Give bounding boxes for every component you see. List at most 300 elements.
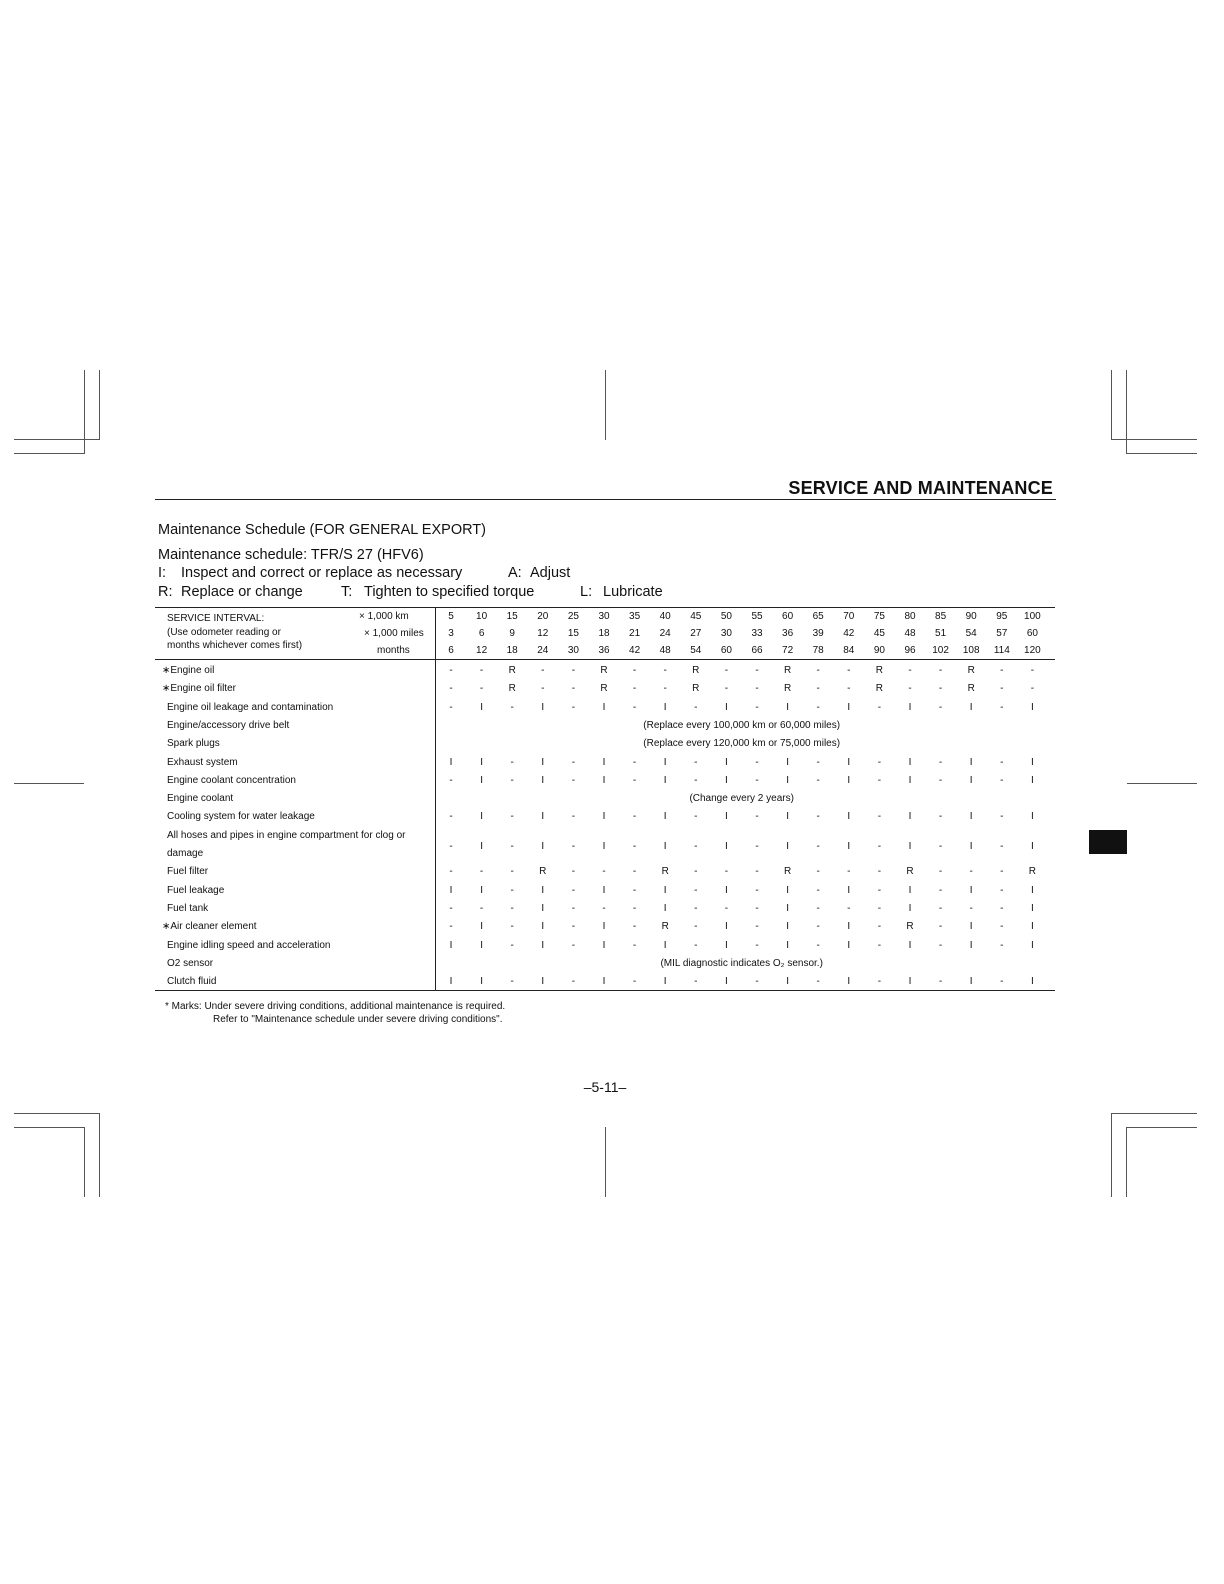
crop-mark <box>1126 1127 1197 1128</box>
interval-months-value: 30 <box>567 645 579 656</box>
schedule-cell: I <box>1031 902 1034 914</box>
schedule-cell: - <box>724 683 729 695</box>
schedule-cell: I <box>847 756 851 768</box>
interval-miles-value: 21 <box>629 628 641 639</box>
maintenance-schedule-table <box>155 607 1055 991</box>
schedule-cell: - <box>632 866 637 878</box>
interval-months-value: 66 <box>751 645 763 656</box>
schedule-cell: I <box>541 902 545 914</box>
crop-mark <box>14 439 100 440</box>
schedule-cell: I <box>969 939 973 951</box>
interval-months-value: 6 <box>448 645 454 656</box>
schedule-cell: I <box>480 811 483 823</box>
schedule-cell: I <box>908 884 912 896</box>
schedule-cell: I <box>449 976 453 988</box>
schedule-cell: - <box>816 774 820 786</box>
unit-months: months <box>377 645 410 656</box>
schedule-cell: I <box>847 774 851 786</box>
schedule-cell: I <box>725 939 728 951</box>
schedule-cell: I <box>663 774 667 786</box>
schedule-cell: R <box>661 921 669 933</box>
schedule-cell: - <box>510 811 514 823</box>
schedule-cell: - <box>510 921 514 933</box>
schedule-cell: - <box>969 866 973 878</box>
interval-miles-value: 57 <box>996 628 1008 639</box>
schedule-cell: - <box>632 884 637 896</box>
maintenance-item-label: Fuel tank <box>167 902 209 914</box>
maintenance-item-label: Engine/accessory drive belt <box>167 719 290 731</box>
crop-mark <box>84 1127 85 1197</box>
interval-months-value: 114 <box>993 645 1010 656</box>
schedule-cell: - <box>571 902 576 914</box>
schedule-cell: I <box>908 774 912 786</box>
interval-km-value: 25 <box>567 611 579 622</box>
table-bottom-rule <box>155 990 1055 991</box>
schedule-cell: I <box>786 701 789 713</box>
schedule-cell: - <box>449 902 453 914</box>
interval-km-value: 75 <box>873 611 885 622</box>
schedule-cell: R <box>906 921 914 933</box>
schedule-cell: I <box>1031 756 1034 768</box>
interval-months-value: 60 <box>720 645 732 656</box>
schedule-cell: I <box>449 756 453 768</box>
schedule-cell: - <box>571 976 576 988</box>
schedule-cell: I <box>663 902 667 914</box>
schedule-cell: - <box>632 939 637 951</box>
schedule-cell: - <box>755 976 759 988</box>
schedule-cell: - <box>632 840 637 852</box>
schedule-cell: I <box>1031 774 1034 786</box>
schedule-cell: - <box>938 976 943 988</box>
interval-miles-value: 60 <box>1026 628 1038 639</box>
interval-miles-value: 54 <box>965 628 977 639</box>
schedule-cell: - <box>816 811 820 823</box>
schedule-cell: - <box>1000 811 1004 823</box>
schedule-cell: - <box>541 683 545 695</box>
schedule-cell: I <box>969 701 973 713</box>
schedule-cell: - <box>1000 701 1004 713</box>
schedule-cell: - <box>847 665 851 676</box>
schedule-cell: - <box>755 884 759 896</box>
schedule-cell: I <box>908 811 912 823</box>
schedule-cell: - <box>571 921 576 933</box>
schedule-cell: I <box>541 921 545 933</box>
interval-months-value: 120 <box>1024 645 1041 656</box>
schedule-cell: - <box>510 976 514 988</box>
schedule-cell: R <box>906 866 914 878</box>
schedule-cell: - <box>755 683 759 695</box>
schedule-cell: R <box>875 683 883 695</box>
maintenance-item-label: ∗Air cleaner element <box>162 921 257 933</box>
interval-km-value: 60 <box>782 611 794 622</box>
legend-a-code: A: <box>508 565 522 581</box>
interval-months-value: 72 <box>782 645 794 656</box>
schedule-cell: - <box>632 921 637 933</box>
schedule-cell: R <box>783 665 792 676</box>
schedule-cell: - <box>816 976 820 988</box>
schedule-cell: I <box>908 840 912 852</box>
schedule-cell: - <box>847 866 851 878</box>
schedule-cell: - <box>571 884 576 896</box>
schedule-cell: - <box>877 756 882 768</box>
schedule-cell: I <box>969 976 973 988</box>
interval-months-value: 90 <box>873 645 885 656</box>
schedule-cell: I <box>725 774 728 786</box>
schedule-cell: R <box>692 683 700 695</box>
schedule-cell: R <box>600 665 608 676</box>
interval-note: (MIL diagnostic indicates O₂ sensor.) <box>660 957 823 969</box>
schedule-cell: I <box>847 939 851 951</box>
legend-r-text: Replace or change <box>181 584 303 600</box>
schedule-cell: I <box>969 756 973 768</box>
interval-km-value: 15 <box>506 611 518 622</box>
interval-km-value: 20 <box>537 611 549 622</box>
interval-miles-value: 39 <box>812 628 824 639</box>
schedule-cell: I <box>847 811 851 823</box>
maintenance-item-label: Engine idling speed and acceleration <box>167 939 331 951</box>
schedule-cell: - <box>632 774 637 786</box>
schedule-cell: - <box>602 866 606 878</box>
interval-months-value: 12 <box>476 645 488 656</box>
schedule-cell: I <box>786 902 789 914</box>
interval-miles-value: 45 <box>873 628 885 639</box>
crop-mark <box>14 1127 85 1128</box>
interval-km-value: 100 <box>1024 611 1041 622</box>
legend-t-code: T: <box>341 584 353 600</box>
schedule-cell: - <box>449 683 453 695</box>
schedule-cell: I <box>541 811 545 823</box>
schedule-cell: - <box>663 683 667 695</box>
schedule-cell: - <box>694 774 698 786</box>
schedule-cell: - <box>755 756 759 768</box>
schedule-cell: I <box>602 939 606 951</box>
schedule-cell: - <box>571 840 576 852</box>
interval-miles-value: 3 <box>448 628 454 639</box>
schedule-cell: I <box>602 701 606 713</box>
maintenance-item-label: Cooling system for water leakage <box>167 811 315 823</box>
footnote-line-1: * Marks: Under severe driving conditions, additional maintenance is required. <box>165 1001 506 1012</box>
schedule-cell: I <box>908 976 912 988</box>
schedule-cell: - <box>755 701 759 713</box>
schedule-cell: I <box>602 976 606 988</box>
schedule-cell: I <box>969 774 973 786</box>
maintenance-item-label-cont: damage <box>167 848 204 859</box>
schedule-cell: - <box>510 774 514 786</box>
schedule-cell: I <box>541 976 545 988</box>
schedule-cell: - <box>449 921 453 933</box>
schedule-cell: I <box>602 774 606 786</box>
schedule-cell: - <box>938 756 943 768</box>
crop-mark <box>1126 453 1197 454</box>
schedule-cell: - <box>571 701 576 713</box>
crop-mark <box>1111 370 1112 440</box>
interval-miles-value: 48 <box>904 628 916 639</box>
interval-km-value: 30 <box>598 611 610 622</box>
schedule-cell: - <box>1000 840 1004 852</box>
schedule-cell: - <box>938 939 943 951</box>
schedule-cell: - <box>938 683 943 695</box>
schedule-cell: - <box>938 811 943 823</box>
schedule-cell: - <box>938 866 943 878</box>
schedule-cell: - <box>755 921 759 933</box>
schedule-cell: R <box>539 866 547 878</box>
legend-r-code: R: <box>158 584 173 600</box>
schedule-cell: I <box>663 811 667 823</box>
interval-km-value: 90 <box>965 611 977 622</box>
crop-mark <box>14 1113 100 1114</box>
page-number: –5-11– <box>583 1079 627 1095</box>
schedule-cell: I <box>847 840 851 852</box>
footnote <box>165 1000 505 1026</box>
crop-mark <box>1111 1113 1112 1197</box>
schedule-cell: I <box>725 701 728 713</box>
schedule-cell: I <box>908 756 912 768</box>
schedule-cell: R <box>783 866 792 878</box>
schedule-cell: - <box>510 939 514 951</box>
maintenance-item-label: Engine coolant concentration <box>167 774 296 786</box>
schedule-cell: - <box>969 902 973 914</box>
schedule-cell: - <box>510 756 514 768</box>
schedule-cell: I <box>969 921 973 933</box>
crop-mark <box>99 1113 100 1197</box>
schedule-cell: I <box>541 884 545 896</box>
schedule-cell: - <box>449 665 453 676</box>
schedule-cell: - <box>816 884 820 896</box>
schedule-cell: - <box>877 902 882 914</box>
schedule-cell: - <box>755 939 759 951</box>
schedule-cell: I <box>602 811 606 823</box>
interval-km-value: 80 <box>904 611 916 622</box>
schedule-cell: I <box>480 976 483 988</box>
schedule-cell: - <box>571 665 576 676</box>
schedule-cell: - <box>632 701 637 713</box>
schedule-cell: - <box>479 902 484 914</box>
crop-mark <box>1111 439 1197 440</box>
crop-mark <box>605 1127 606 1197</box>
schedule-cell: I <box>847 921 851 933</box>
section-tab-marker <box>1089 830 1127 854</box>
schedule-cell: - <box>571 866 576 878</box>
maintenance-item-label: ∗Engine oil filter <box>162 683 236 695</box>
schedule-cell: I <box>480 939 483 951</box>
table-header-rule <box>155 659 1055 660</box>
table-top-rule <box>155 607 1055 608</box>
interval-months-value: 54 <box>690 645 702 656</box>
interval-miles-value: 12 <box>537 628 549 639</box>
interval-km-value: 55 <box>751 611 763 622</box>
interval-miles-value: 30 <box>720 628 732 639</box>
schedule-cell: - <box>1000 976 1004 988</box>
interval-km-value: 65 <box>812 611 824 622</box>
schedule-cell: - <box>571 939 576 951</box>
schedule-cell: I <box>786 976 789 988</box>
schedule-cell: I <box>480 774 483 786</box>
schedule-heading: Maintenance Schedule (FOR GENERAL EXPORT) <box>158 522 486 538</box>
interval-km-value: 5 <box>448 611 454 622</box>
schedule-cell: I <box>541 701 545 713</box>
interval-miles-value: 42 <box>843 628 855 639</box>
maintenance-item-label: All hoses and pipes in engine compartment for clog or <box>167 829 406 841</box>
legend-line-2 <box>158 584 1058 602</box>
legend-a-text: Adjust <box>530 565 571 581</box>
schedule-cell: I <box>541 939 545 951</box>
crop-mark <box>1126 1127 1127 1197</box>
schedule-cell: - <box>449 840 453 852</box>
schedule-cell: I <box>1031 811 1034 823</box>
schedule-cell: I <box>908 939 912 951</box>
schedule-cell: - <box>816 756 820 768</box>
schedule-cell: - <box>510 840 514 852</box>
schedule-cell: R <box>692 665 700 676</box>
schedule-cell: - <box>510 902 514 914</box>
schedule-cell: - <box>724 866 729 878</box>
schedule-cell: - <box>816 902 820 914</box>
schedule-cell: - <box>938 701 943 713</box>
interval-km-value: 40 <box>659 611 671 622</box>
schedule-cell: - <box>847 902 851 914</box>
schedule-cell: I <box>725 921 728 933</box>
schedule-cell: - <box>755 665 759 676</box>
schedule-cell: I <box>969 884 973 896</box>
schedule-cell: - <box>694 701 698 713</box>
schedule-cell: I <box>480 756 483 768</box>
schedule-cell: R <box>967 683 975 695</box>
schedule-cell: I <box>480 884 483 896</box>
schedule-cell: - <box>479 665 484 676</box>
maintenance-item-label: O2 sensor <box>167 957 214 969</box>
schedule-cell: I <box>1031 840 1034 852</box>
schedule-cell: I <box>602 921 606 933</box>
schedule-cell: - <box>694 976 698 988</box>
schedule-cell: I <box>541 840 545 852</box>
legend-i-text: Inspect and correct or replace as necessary <box>181 565 463 581</box>
schedule-cell: I <box>1031 701 1034 713</box>
schedule-cell: I <box>786 756 789 768</box>
schedule-cell: I <box>847 884 851 896</box>
schedule-cell: I <box>908 701 912 713</box>
header-rule <box>155 499 1056 500</box>
schedule-cell: I <box>786 840 789 852</box>
schedule-cell: - <box>816 683 820 695</box>
interval-km-value: 10 <box>476 611 488 622</box>
schedule-cell: - <box>449 866 453 878</box>
schedule-cell: - <box>1000 902 1004 914</box>
schedule-cell: - <box>816 921 820 933</box>
schedule-cell: I <box>725 976 728 988</box>
schedule-cell: - <box>694 902 698 914</box>
schedule-cell: I <box>663 701 667 713</box>
schedule-cell: - <box>510 884 514 896</box>
schedule-cell: - <box>816 840 820 852</box>
schedule-cell: - <box>938 902 943 914</box>
crop-mark <box>84 370 85 454</box>
schedule-cell: I <box>1031 921 1034 933</box>
schedule-cell: R <box>661 866 669 878</box>
interval-km-value: 70 <box>843 611 855 622</box>
schedule-cell: I <box>786 939 789 951</box>
schedule-subheading: Maintenance schedule: TFR/S 27 (HFV6) <box>158 547 424 563</box>
schedule-cell: - <box>541 665 545 676</box>
schedule-cell: I <box>663 939 667 951</box>
schedule-cell: I <box>725 756 728 768</box>
legend-i-code: I: <box>158 565 167 581</box>
schedule-cell: - <box>694 756 698 768</box>
schedule-cell: - <box>694 939 698 951</box>
crop-mark <box>99 370 100 440</box>
schedule-cell: I <box>541 756 545 768</box>
interval-months-value: 18 <box>506 645 518 656</box>
interval-label-2: (Use odometer reading or <box>167 627 281 638</box>
schedule-cell: I <box>725 840 728 852</box>
interval-note: (Replace every 100,000 km or 60,000 miles) <box>643 719 841 731</box>
interval-km-value: 45 <box>690 611 702 622</box>
interval-km-value: 50 <box>720 611 732 622</box>
schedule-cell: - <box>694 866 698 878</box>
interval-label-1: SERVICE INTERVAL: <box>167 613 265 624</box>
maintenance-item-label: Spark plugs <box>167 738 220 750</box>
schedule-cell: I <box>480 701 483 713</box>
schedule-cell: R <box>783 683 792 695</box>
interval-km-value: 85 <box>935 611 947 622</box>
unit-miles: × 1,000 miles <box>364 628 424 639</box>
schedule-cell: I <box>480 921 483 933</box>
schedule-cell: - <box>1000 756 1004 768</box>
footnote-line-2: Refer to "Maintenance schedule under severe driving conditions". <box>213 1014 503 1025</box>
schedule-cell: I <box>847 701 851 713</box>
schedule-cell: - <box>755 866 759 878</box>
schedule-cell: I <box>847 976 851 988</box>
schedule-cell: - <box>908 683 912 695</box>
schedule-cell: - <box>877 840 882 852</box>
schedule-cell: - <box>877 921 882 933</box>
schedule-cell: - <box>479 866 484 878</box>
schedule-cell: - <box>877 884 882 896</box>
schedule-cell: - <box>877 811 882 823</box>
schedule-cell: - <box>571 756 576 768</box>
schedule-cell: R <box>967 665 975 676</box>
schedule-cell: - <box>694 921 698 933</box>
schedule-cell: - <box>938 884 943 896</box>
interval-months-value: 48 <box>659 645 671 656</box>
interval-miles-value: 24 <box>659 628 671 639</box>
schedule-cell: - <box>632 976 637 988</box>
interval-months-value: 96 <box>904 645 916 656</box>
schedule-cell: I <box>602 756 606 768</box>
schedule-cell: - <box>571 683 576 695</box>
schedule-cell: I <box>786 884 789 896</box>
schedule-cell: - <box>877 701 882 713</box>
schedule-cell: I <box>969 840 973 852</box>
interval-miles-value: 36 <box>782 628 794 639</box>
crop-mark <box>1111 1113 1197 1114</box>
schedule-cell: - <box>571 811 576 823</box>
table-column-divider <box>435 607 436 991</box>
interval-months-value: 102 <box>932 645 949 656</box>
maintenance-item-label: Engine oil leakage and contamination <box>167 701 334 713</box>
schedule-cell: R <box>875 665 883 676</box>
schedule-cell: - <box>632 756 637 768</box>
interval-miles-value: 27 <box>690 628 702 639</box>
interval-months-value: 42 <box>629 645 641 656</box>
schedule-cell: - <box>877 976 882 988</box>
schedule-cell: - <box>1000 683 1004 695</box>
schedule-cell: R <box>600 683 608 695</box>
unit-km: × 1,000 km <box>359 611 409 622</box>
schedule-cell: I <box>602 840 606 852</box>
interval-km-value: 95 <box>996 611 1008 622</box>
schedule-cell: - <box>571 774 576 786</box>
section-title: SERVICE AND MAINTENANCE <box>788 478 1053 498</box>
